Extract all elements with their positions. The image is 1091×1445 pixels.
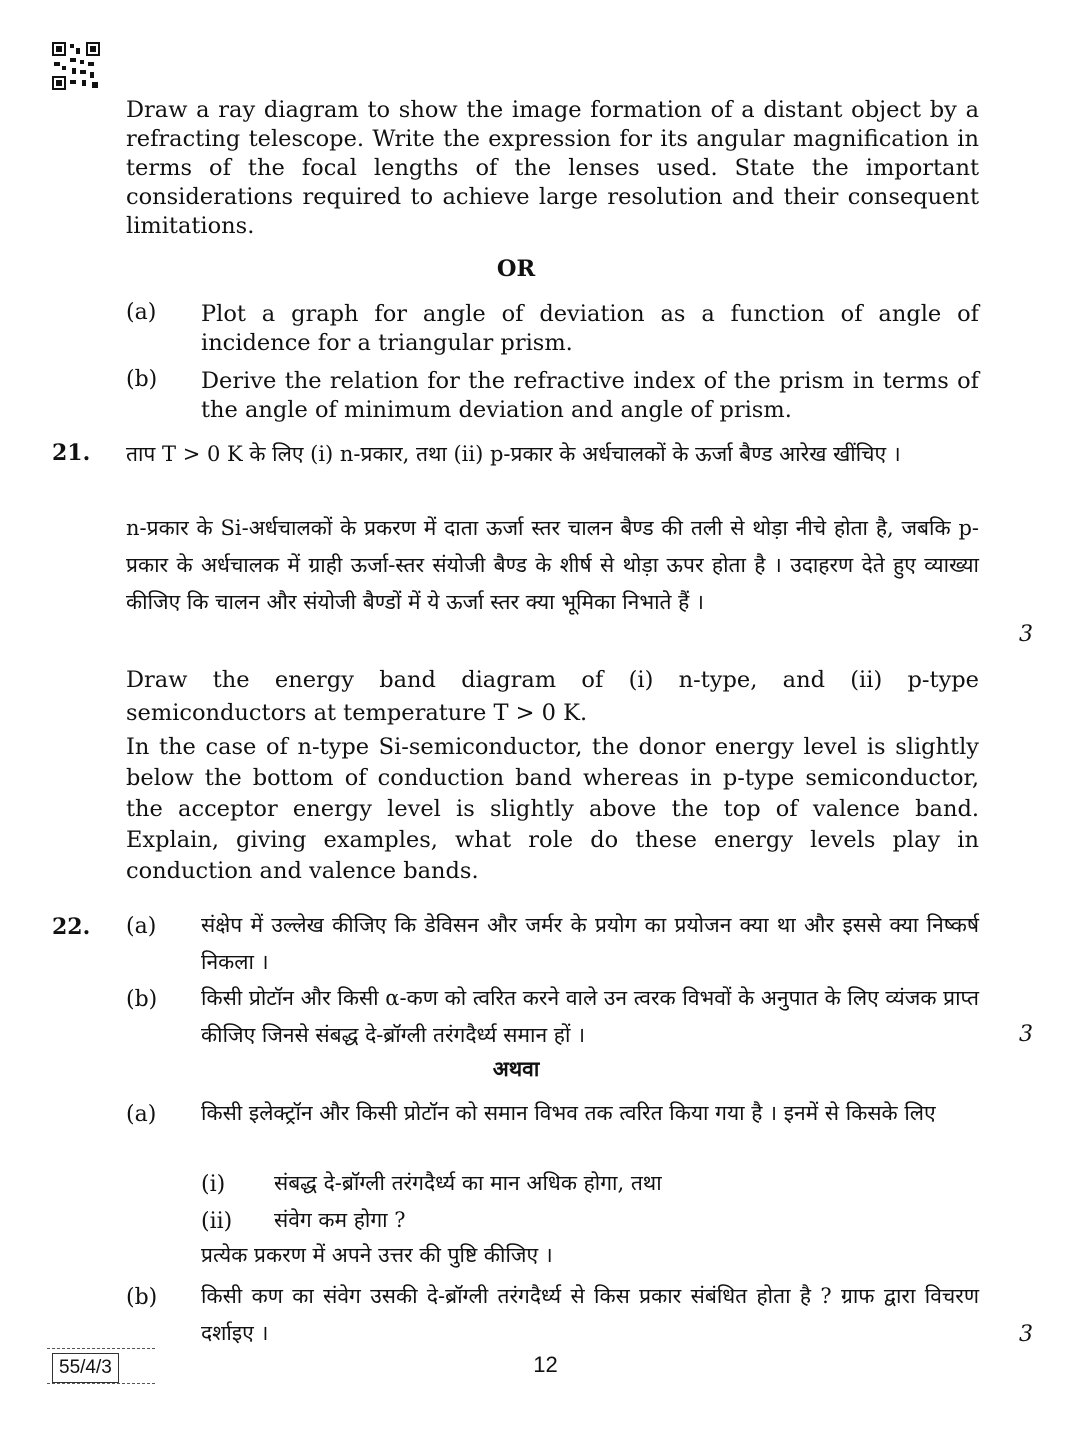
- q22-b-text: किसी प्रोटॉन और किसी α-कण को त्वरित करने वाले उन त्वरक विभवों के अनुपात के लिए व्यंजक प्राप्त कीजिए जिनसे संबद्ध दे-ब्रॉग्ली तरंगदैर्ध्य समान हों ।: [201, 986, 979, 1047]
- q22-or-b-label: (b): [126, 1285, 158, 1310]
- q22-or-a-ii-text: संवेग कम होगा ?: [274, 1208, 406, 1232]
- q22-or-a-end: प्रत्येक प्रकरण में अपने उत्तर की पुष्टि कीजिए ।: [201, 1243, 553, 1267]
- q22-or-a-label: (a): [126, 1102, 157, 1127]
- q20-a-text: Plot a graph for angle of deviation as a function of angle of incidence for a triangular prism.: [201, 301, 979, 356]
- q21-hindi-para-1: ताप T > 0 K के लिए (i) n-प्रकार, तथा (ii) p-प्रकार के अर्धचालकों के ऊर्जा बैण्ड आरेख खींचिए ।: [126, 442, 901, 466]
- q20-main-text: Draw a ray diagram to show the image formation of a distant object by a refracting telescope. Write the expression for its angular magnification in terms of the focal lengths of the lenses used. State the important considerations required to achieve large resolution and their consequent limitations.: [126, 97, 979, 239]
- q22-or-a-ii-label: (ii): [201, 1209, 233, 1234]
- q22-or-a-i-text: संबद्ध दे-ब्रॉग्ली तरंगदैर्ध्य का मान अधिक होगा, तथा: [274, 1171, 662, 1195]
- q22-a-label: (a): [126, 914, 157, 939]
- q21-number: 21.: [52, 440, 91, 466]
- q22-marks-1: 3: [1019, 1022, 1033, 1047]
- q22-a-text: संक्षेप में उल्लेख कीजिए कि डेविसन और जर्मर के प्रयोग का प्रयोजन क्या था और इससे क्या निष्कर्ष निकला ।: [201, 913, 979, 974]
- qr-code-icon: [52, 42, 100, 90]
- q20-or-heading: OR: [496, 256, 536, 282]
- q20-b-label: (b): [126, 367, 158, 392]
- q20-b-text: Derive the relation for the refractive index of the prism in terms of the angle of minimum deviation and angle of prism.: [201, 368, 979, 423]
- q22-or-b-text: किसी कण का संवेग उसकी दे-ब्रॉग्ली तरंगदैर्ध्य से किस प्रकार संबंधित होता है ? ग्राफ द्वारा विचरण दर्शाइए ।: [201, 1284, 979, 1345]
- q20-a-label: (a): [126, 300, 157, 325]
- paper-code: 55/4/3: [52, 1353, 119, 1383]
- q22-number: 22.: [52, 914, 91, 940]
- page-number: 12: [533, 1352, 558, 1377]
- q21-english-para-1: Draw the energy band diagram of (i) n-type, and (ii) p-type semiconductors at temperature T > 0 K.: [126, 667, 979, 726]
- q22-marks-2: 3: [1019, 1322, 1033, 1347]
- code-strip-bottom: [47, 1383, 155, 1387]
- q22-or-a-text: किसी इलेक्ट्रॉन और किसी प्रोटॉन को समान विभव तक त्वरित किया गया है । इनमें से किसके लिए: [201, 1101, 936, 1125]
- q21-english-para-2: In the case of n-type Si-semiconductor, the donor energy level is slightly below the bottom of conduction band whereas in p-type semiconductor, the acceptor energy level is slightly above the top of valence band. Explain, giving examples, what role do these energy levels play in conduction and valence bands.: [126, 734, 979, 884]
- q22-or-heading: अथवा: [492, 1056, 540, 1081]
- q22-or-a-i-label: (i): [201, 1172, 226, 1197]
- q22-b-label: (b): [126, 987, 158, 1012]
- q21-marks: 3: [1019, 622, 1033, 647]
- q21-hindi-para-2: n-प्रकार के Si-अर्धचालकों के प्रकरण में दाता ऊर्जा स्तर चालन बैण्ड की तली से थोड़ा नीचे होता है, जबकि p-प्रकार के अर्धचालक में ग्राही ऊर्जा-स्तर संयोजी बैण्ड के शीर्ष से थोड़ा ऊपर होता है । उदाहरण देते हुए व्याख्या कीजिए कि चालन और संयोजी बैण्डों में ये ऊर्जा स्तर क्या भूमिका निभाते हैं ।: [126, 516, 979, 614]
